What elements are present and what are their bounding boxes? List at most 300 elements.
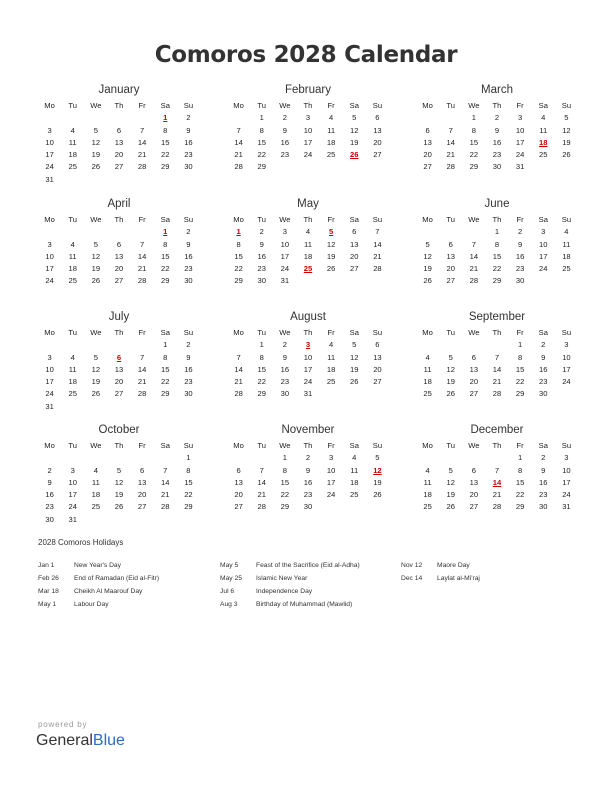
day: 8: [163, 352, 168, 362]
weekday-header: Sa: [160, 328, 170, 337]
weekday-header: Sa: [160, 441, 170, 450]
day: 5: [425, 239, 430, 249]
day: 25: [423, 389, 432, 399]
weekday-header: Th: [303, 215, 313, 224]
day: 29: [234, 276, 243, 286]
month-days-grid: [416, 100, 578, 174]
day: 17: [515, 137, 525, 147]
day: 28: [137, 162, 147, 172]
day: 16: [539, 477, 548, 487]
day: 17: [45, 264, 54, 274]
day: 23: [45, 502, 54, 512]
day: 29: [257, 389, 266, 399]
day: 30: [539, 502, 548, 512]
day: 9: [186, 125, 191, 135]
day: 17: [326, 477, 336, 487]
weekday-header: Tu: [68, 328, 77, 337]
weekday-header: Sa: [538, 441, 548, 450]
weekday-header: Mo: [44, 441, 55, 450]
day: 19: [350, 137, 359, 147]
day: 16: [184, 251, 193, 261]
empty-day: [84, 226, 107, 238]
weekday-header: Su: [561, 328, 572, 337]
day: 23: [492, 150, 502, 160]
holiday-day: 14: [492, 477, 502, 487]
day: 9: [186, 239, 191, 249]
day: 26: [562, 150, 571, 160]
weekday-header: We: [279, 328, 291, 337]
weekday-header: We: [279, 215, 291, 224]
weekday-header: Tu: [257, 215, 266, 224]
day: 7: [259, 465, 264, 475]
day: 2: [186, 340, 191, 350]
day: 13: [350, 239, 359, 249]
day: 26: [446, 502, 455, 512]
day: 6: [116, 125, 122, 135]
day: 2: [282, 340, 287, 350]
day: 16: [539, 364, 548, 374]
holiday-day: 1: [163, 227, 168, 237]
month-name: February: [284, 84, 332, 96]
weekday-header: Th: [114, 101, 124, 110]
day: 29: [161, 276, 170, 286]
day: 14: [137, 251, 147, 261]
day: 23: [184, 377, 193, 387]
empty-day: [154, 452, 177, 464]
empty-day: [439, 112, 462, 124]
day: 27: [234, 502, 243, 512]
day: 9: [518, 239, 523, 249]
day: 2: [541, 453, 546, 463]
holiday-day: 18: [539, 137, 548, 147]
weekday-header: We: [90, 215, 102, 224]
day: 13: [114, 137, 124, 147]
day: 9: [47, 477, 52, 487]
day: 6: [375, 113, 380, 123]
day: 3: [47, 239, 52, 249]
day: 13: [469, 477, 479, 487]
day: 6: [116, 239, 122, 249]
month-name: July: [108, 311, 130, 323]
weekday-header: Th: [114, 215, 124, 224]
day: 5: [116, 465, 122, 475]
day: 4: [425, 465, 430, 475]
month-march: [416, 82, 578, 174]
day: 27: [114, 162, 124, 172]
day: 19: [446, 377, 455, 387]
day: 21: [137, 150, 147, 160]
month-september: [416, 309, 578, 401]
empty-day: [227, 339, 250, 351]
weekday-header: Th: [492, 101, 502, 110]
holiday-name: Birthday of Muhammad (Mawlid): [256, 601, 353, 608]
day: 21: [234, 377, 243, 387]
day: 17: [303, 137, 313, 147]
day: 11: [423, 364, 432, 374]
day: 24: [45, 389, 54, 399]
day: 5: [448, 465, 453, 475]
weekday-header: Tu: [68, 101, 77, 110]
weekday-header: Sa: [538, 328, 548, 337]
day: 5: [93, 125, 98, 135]
day: 3: [541, 227, 546, 237]
holiday-name: Independence Day: [256, 588, 313, 595]
weekday-header: Tu: [446, 215, 455, 224]
day: 6: [140, 465, 145, 475]
day: 5: [93, 352, 98, 362]
weekday-header: Sa: [538, 101, 548, 110]
weekday-header: We: [468, 328, 480, 337]
holiday-name: Maore Day: [437, 562, 470, 569]
empty-day: [416, 112, 439, 124]
day: 20: [446, 264, 455, 274]
weekday-header: Su: [372, 215, 383, 224]
day: 22: [469, 150, 479, 160]
day: 10: [303, 125, 313, 135]
weekday-header: Fr: [516, 441, 524, 450]
day: 18: [326, 364, 336, 374]
day: 21: [492, 377, 502, 387]
day: 16: [45, 490, 54, 500]
day: 14: [469, 251, 479, 261]
day: 7: [494, 352, 500, 362]
empty-day: [84, 452, 107, 464]
day: 13: [234, 477, 243, 487]
day: 18: [68, 264, 77, 274]
day: 30: [280, 389, 290, 399]
weekday-header: Sa: [349, 328, 359, 337]
holiday-item: [38, 585, 159, 598]
day: 20: [114, 264, 124, 274]
day: 10: [562, 465, 571, 475]
day: 2: [186, 227, 191, 237]
empty-day: [227, 452, 250, 464]
weekday-header: Fr: [138, 441, 146, 450]
day: 5: [352, 113, 357, 123]
day: 6: [471, 465, 476, 475]
weekday-header: Fr: [138, 101, 146, 110]
day: 22: [257, 377, 266, 387]
weekday-header: Sa: [538, 215, 548, 224]
day: 13: [114, 251, 124, 261]
day: 31: [45, 401, 54, 411]
empty-day: [38, 112, 61, 124]
day: 4: [329, 113, 334, 123]
weekday-header: We: [468, 215, 480, 224]
day: 6: [236, 465, 241, 475]
weekday-header: Fr: [516, 215, 524, 224]
day: 9: [282, 352, 287, 362]
day: 5: [564, 113, 569, 123]
weekday-header: Su: [561, 101, 572, 110]
day: 5: [375, 453, 380, 463]
month-name: December: [470, 424, 524, 436]
holiday-day: 5: [329, 227, 334, 237]
day: 1: [518, 453, 523, 463]
day: 17: [45, 150, 54, 160]
day: 29: [161, 162, 170, 172]
empty-day: [462, 339, 485, 351]
day: 24: [303, 150, 313, 160]
month-october: [38, 422, 200, 526]
day: 10: [45, 364, 54, 374]
empty-day: [416, 226, 439, 238]
day: 4: [93, 465, 98, 475]
day: 9: [259, 239, 264, 249]
day: 1: [518, 340, 523, 350]
weekday-header: Fr: [327, 101, 335, 110]
day: 3: [518, 113, 523, 123]
empty-day: [61, 339, 84, 351]
day: 18: [91, 490, 101, 500]
day: 3: [564, 340, 569, 350]
day: 29: [184, 502, 193, 512]
day: 16: [280, 137, 290, 147]
month-name: May: [297, 198, 319, 210]
day: 7: [471, 239, 476, 249]
empty-day: [84, 339, 107, 351]
weekday-header: Th: [303, 101, 313, 110]
month-days-grid: [38, 327, 200, 413]
day: 1: [282, 453, 287, 463]
day: 6: [425, 125, 430, 135]
day: 21: [446, 150, 455, 160]
day: 12: [114, 477, 124, 487]
day: 1: [259, 340, 264, 350]
month-name: September: [468, 311, 526, 323]
day: 9: [305, 465, 311, 475]
brand-blue: Blue: [92, 732, 125, 749]
day: 28: [469, 276, 479, 286]
empty-day: [38, 339, 61, 351]
empty-day: [131, 226, 154, 238]
day: 12: [350, 352, 359, 362]
day: 18: [68, 150, 77, 160]
day: 17: [562, 477, 571, 487]
weekday-header: Tu: [446, 101, 455, 110]
day: 12: [562, 125, 571, 135]
month-july: [38, 309, 200, 413]
empty-day: [416, 452, 439, 464]
day: 2: [518, 227, 523, 237]
day: 11: [327, 352, 336, 362]
weekday-header: Th: [114, 328, 124, 337]
day: 20: [350, 251, 359, 261]
day: 30: [184, 276, 193, 286]
day: 16: [184, 364, 193, 374]
day: 21: [469, 264, 479, 274]
day: 19: [91, 377, 101, 387]
day: 6: [448, 239, 453, 249]
day: 24: [562, 377, 571, 387]
day: 22: [492, 264, 502, 274]
holiday-item: [220, 572, 360, 585]
day: 22: [161, 150, 170, 160]
day: 5: [93, 239, 98, 249]
day: 25: [326, 150, 336, 160]
day: 11: [68, 364, 77, 374]
day: 21: [234, 150, 243, 160]
weekday-header: Mo: [233, 441, 244, 450]
day: 23: [280, 150, 290, 160]
weekday-header: Fr: [327, 215, 335, 224]
day: 21: [137, 377, 147, 387]
day: 26: [423, 276, 432, 286]
day: 15: [184, 477, 193, 487]
day: 30: [257, 276, 266, 286]
month-january: [38, 82, 200, 186]
weekday-header: Su: [561, 215, 572, 224]
day: 19: [326, 251, 336, 261]
day: 26: [91, 162, 101, 172]
day: 18: [423, 490, 432, 500]
weekday-header: Th: [114, 441, 124, 450]
day: 10: [326, 465, 336, 475]
generalblue-logo[interactable]: [36, 732, 125, 750]
day: 16: [280, 364, 290, 374]
weekday-header: Su: [372, 101, 383, 110]
day: 24: [303, 377, 313, 387]
day: 7: [236, 125, 241, 135]
day: 14: [257, 477, 266, 487]
day: 17: [280, 251, 290, 261]
weekday-header: Mo: [422, 101, 433, 110]
day: 9: [541, 352, 546, 362]
weekday-header: Mo: [422, 441, 433, 450]
calendar-grid: [0, 82, 612, 527]
holiday-day: 1: [236, 227, 241, 237]
holiday-date: Jan 1: [38, 562, 55, 569]
weekday-header: Th: [492, 215, 502, 224]
day: 11: [304, 239, 312, 249]
day: 25: [68, 276, 77, 286]
day: 17: [562, 364, 571, 374]
day: 17: [68, 490, 77, 500]
day: 20: [469, 490, 479, 500]
day: 28: [137, 389, 147, 399]
day: 10: [562, 352, 571, 362]
day: 27: [350, 264, 359, 274]
day: 14: [161, 477, 170, 487]
day: 31: [68, 514, 77, 524]
holiday-date: May 5: [220, 562, 239, 569]
day: 26: [350, 377, 359, 387]
day: 23: [515, 264, 525, 274]
day: 14: [234, 364, 243, 374]
day: 11: [423, 477, 432, 487]
day: 24: [539, 264, 548, 274]
month-name: August: [290, 311, 326, 323]
day: 25: [91, 502, 101, 512]
month-days-grid: [227, 440, 389, 514]
day: 18: [562, 251, 571, 261]
day: 11: [91, 477, 100, 487]
day: 11: [350, 465, 359, 475]
empty-day: [462, 226, 485, 238]
day: 24: [562, 490, 571, 500]
day: 4: [70, 352, 75, 362]
day: 2: [305, 453, 311, 463]
day: 4: [541, 113, 546, 123]
weekday-header: Fr: [138, 215, 146, 224]
day: 20: [423, 150, 432, 160]
day: 26: [326, 264, 336, 274]
holiday-name: Feast of the Sacrifice (Eid al-Adha): [256, 562, 360, 569]
day: 9: [282, 125, 287, 135]
day: 22: [161, 264, 170, 274]
day: 6: [471, 352, 476, 362]
holiday-date: Mar 18: [38, 588, 59, 595]
day: 8: [471, 125, 476, 135]
empty-day: [485, 339, 508, 351]
weekday-header: Tu: [257, 101, 266, 110]
day: 21: [137, 264, 147, 274]
day: 2: [47, 465, 52, 475]
month-february: [227, 82, 389, 174]
day: 13: [373, 125, 382, 135]
day: 14: [492, 364, 502, 374]
weekday-header: Su: [183, 101, 194, 110]
day: 3: [564, 453, 569, 463]
day: 7: [140, 352, 145, 362]
day: 3: [282, 227, 287, 237]
day: 13: [114, 364, 124, 374]
day: 10: [45, 137, 54, 147]
month-name: June: [484, 198, 510, 210]
holiday-day: 12: [373, 465, 382, 475]
weekday-header: Sa: [349, 101, 359, 110]
day: 22: [234, 264, 243, 274]
day: 7: [375, 227, 380, 237]
weekday-header: Su: [372, 328, 383, 337]
day: 8: [186, 465, 191, 475]
day: 15: [161, 364, 170, 374]
weekday-header: We: [468, 441, 480, 450]
day: 23: [257, 264, 266, 274]
day: 6: [375, 340, 380, 350]
day: 13: [373, 352, 382, 362]
day: 29: [257, 162, 266, 172]
day: 13: [469, 364, 479, 374]
day: 28: [234, 162, 243, 172]
month-april: [38, 196, 200, 288]
holiday-date: Jul 6: [220, 588, 235, 595]
day: 24: [280, 264, 290, 274]
day: 19: [423, 264, 432, 274]
holiday-item: [220, 559, 360, 572]
day: 15: [161, 251, 170, 261]
day: 14: [373, 239, 382, 249]
day: 23: [303, 490, 313, 500]
day: 7: [448, 125, 453, 135]
empty-day: [38, 452, 61, 464]
empty-day: [131, 112, 154, 124]
empty-day: [439, 452, 462, 464]
day: 28: [492, 502, 502, 512]
day: 18: [326, 137, 336, 147]
page-title: Comoros 2028 Calendar: [154, 42, 458, 68]
day: 2: [541, 340, 546, 350]
day: 26: [91, 389, 101, 399]
day: 17: [303, 364, 313, 374]
day: 22: [184, 490, 193, 500]
day: 11: [68, 251, 77, 261]
month-days-grid: [416, 327, 578, 401]
day: 25: [326, 377, 336, 387]
day: 14: [234, 137, 243, 147]
holidays-heading: 2028 Comoros Holidays: [38, 538, 124, 547]
day: 15: [515, 364, 525, 374]
